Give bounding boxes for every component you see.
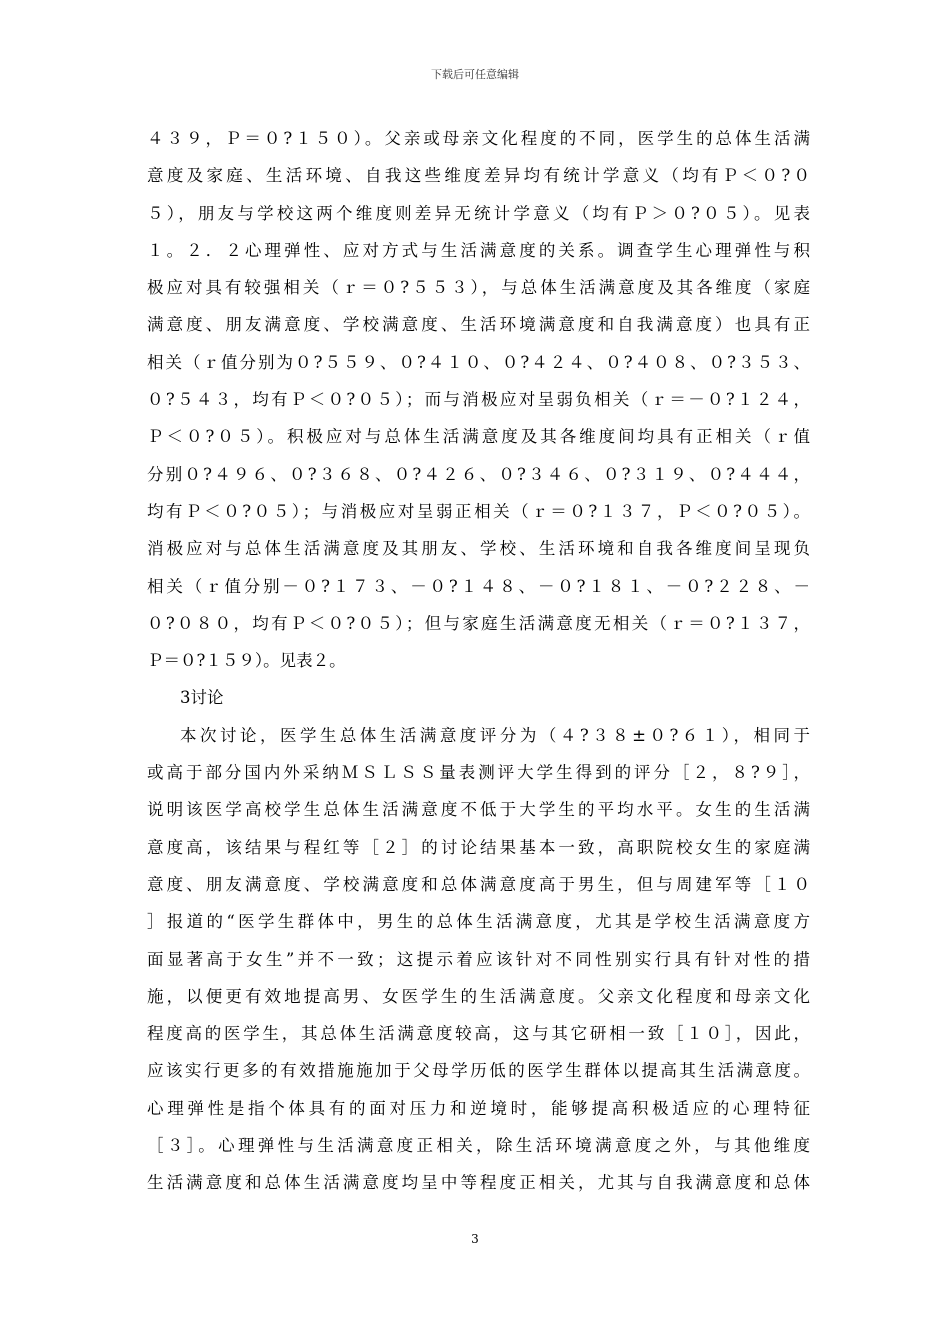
text-line: Ｐ＝０?１５９）。见表２。 xyxy=(147,651,346,671)
text-line: 消极应对与总体生活满意度及其朋友、学校、生活环境和自我各维度间呈现负 xyxy=(147,539,810,559)
text-line: ０?５４３，均有Ｐ＜０?０５）；而与消极应对呈弱负相关（ｒ＝－０?１２４， xyxy=(147,390,810,410)
text-line: 应该实行更多的有效措施施加于父母学历低的医学生群体以提高其生活满意度。 xyxy=(147,1061,810,1081)
paragraph-results xyxy=(147,120,810,679)
text-line: 意度高，该结果与程红等［２］的讨论结果基本一致，高职院校女生的家庭满 xyxy=(147,837,810,857)
text-line: 施，以便更有效地提高男、女医学生的生活满意度。父亲文化程度和母亲文化 xyxy=(147,986,810,1006)
page-number: 3 xyxy=(471,1232,479,1246)
text-line: ４３９，Ｐ＝０?１５０）。父亲或母亲文化程度的不同，医学生的总体生活满 xyxy=(147,129,810,148)
paragraph-discussion xyxy=(147,717,810,1202)
text-line: 生活满意度和总体生活满意度均呈中等程度正相关，尤其与自我满意度和总体 xyxy=(147,1173,810,1193)
text-line: 相关（ｒ值分别－０?１７３、－０?１４８、－０?１８１、－０?２２８、－ xyxy=(147,576,810,596)
body-text xyxy=(147,120,810,1202)
text-line: 心理弹性是指个体具有的面对压力和逆境时，能够提高积极适应的心理特征 xyxy=(147,1098,810,1118)
text-line: 分别０?４９６、０?３６８、０?４２６、０?３４６、０?３１９、０?４４４， xyxy=(147,464,810,484)
text-line: 本次讨论，医学生总体生活满意度评分为（４?３８±０?６１），相同于 xyxy=(180,725,810,745)
text-line: 面显著高于女生”并不一致；这提示着应该针对不同性别实行具有针对性的措 xyxy=(147,949,810,969)
text-line: 说明该医学高校学生总体生活满意度不低于大学生的平均水平。女生的生活满 xyxy=(147,800,810,820)
text-line: 意度、朋友满意度、学校满意度和总体满意度高于男生，但与周建军等［１０ xyxy=(147,874,810,894)
text-line: ］报道的“医学生群体中，男生的总体生活满意度，尤其是学校生活满意度方 xyxy=(147,912,810,932)
text-line: 满意度、朋友满意度、学校满意度、生活环境满意度和自我满意度）也具有正 xyxy=(147,315,810,335)
text-line: ［３］。心理弹性与生活满意度正相关，除生活环境满意度之外，与其他维度 xyxy=(147,1136,810,1156)
text-line: 均有Ｐ＜０?０５）；与消极应对呈弱正相关（ｒ＝０?１３７，Ｐ＜０?０５）。 xyxy=(147,501,810,521)
text-line: １。２．２心理弹性、应对方式与生活满意度的关系。调查学生心理弹性与积 xyxy=(147,240,810,260)
text-line: 程度高的医学生，其总体生活满意度较高，这与其它研相一致［１０］，因此， xyxy=(147,1024,810,1044)
page-header: 下载后可任意编辑 xyxy=(431,68,519,81)
text-line: 极应对具有较强相关（ｒ＝０?５５３），与总体生活满意度及其各维度（家庭 xyxy=(147,278,810,298)
text-line: 意度及家庭、生活环境、自我这些维度差异均有统计学意义（均有Ｐ＜０?０ xyxy=(147,166,810,186)
text-line: ５），朋友与学校这两个维度则差异无统计学意义（均有Ｐ＞０?０５）。见表 xyxy=(147,203,810,223)
section-heading: 3讨论 xyxy=(180,688,224,708)
text-line: ０?０８０，均有Ｐ＜０?０５）；但与家庭生活满意度无相关（ｒ＝０?１３７， xyxy=(147,613,810,633)
text-line: 或高于部分国内外采纳ＭＳＬＳＳ量表测评大学生得到的评分［２，８?９］， xyxy=(147,763,810,783)
text-line: 相关（ｒ值分别为０?５５９、０?４１０、０?４２４、０?４０８、０?３５３、 xyxy=(147,352,810,372)
text-line: Ｐ＜０?０５）。积极应对与总体生活满意度及其各维度间均具有正相关（ｒ值 xyxy=(147,427,810,447)
